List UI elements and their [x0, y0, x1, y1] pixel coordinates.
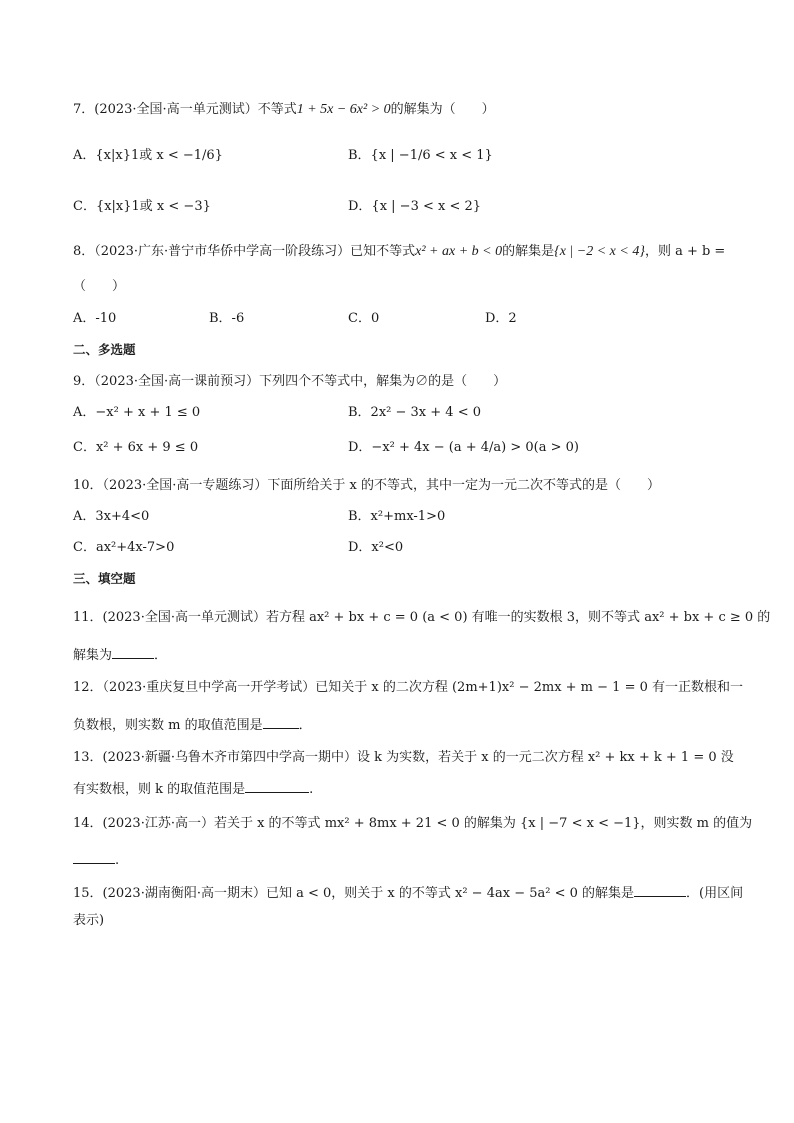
- q10-stem: 10．（2023·全国·高一专题练习）下面所给关于 x 的不等式，其中一定为一元二次不等式的是（ ）: [73, 478, 660, 493]
- q13-line1: 13．(2023·新疆·乌鲁木齐市第四中学高一期中）设 k 为实数，若关于 x 的一元二次方程 x² + kx + k + 1 = 0 没: [73, 750, 734, 765]
- q9-option-b: B．2x² − 3x + 4 < 0: [348, 405, 481, 420]
- q7-stem-text: 7．(2023·全国·高一单元测试）不等式: [73, 102, 297, 117]
- q12-answer-blank[interactable]: [263, 715, 299, 729]
- q9-option-d: D．−x² + 4x − (a + 4/a) > 0(a > 0): [348, 440, 579, 455]
- q12-line2: [73, 715, 312, 735]
- q14-answer-blank[interactable]: [73, 850, 115, 864]
- q8-option-a: A．-10: [73, 311, 117, 326]
- q9-option-a: A．−x² + x + 1 ≤ 0: [73, 405, 201, 420]
- q7-tail: 的解集为（ ）: [390, 102, 495, 117]
- section-multiple-choice: 二、多选题: [73, 342, 136, 357]
- q8-tail: ，则 a + b =: [644, 244, 726, 259]
- q15-answer-blank[interactable]: [634, 883, 686, 897]
- q15-tail: ．(用区间: [686, 886, 744, 901]
- q7-stem: [73, 101, 495, 119]
- q8-stem: [73, 243, 725, 261]
- q15-line1-text: 15．(2023·湖南衡阳·高一期末）已知 a < 0，则关于 x 的不等式 x² − 4ax − 5a² < 0 的解集是: [73, 886, 635, 901]
- q9-stem: 9．（2023·全国·高一课前预习）下列四个不等式中，解集为∅的是（ ）: [73, 374, 507, 389]
- q14-end: .: [115, 853, 120, 868]
- q7-option-b: B．{x | −1/6 < x < 1}: [348, 148, 493, 163]
- q8-mid: 的解集是: [502, 244, 555, 259]
- q8-stem-text: 8．（2023·广东·普宁市华侨中学高一阶段练习）已知不等式: [73, 244, 416, 259]
- q14-line2: [73, 850, 119, 870]
- q10-option-c: C．ax²+4x-7>0: [73, 540, 175, 555]
- q8-math: x² + ax + b < 0: [415, 244, 503, 259]
- q11-line2: [73, 645, 167, 665]
- q7-option-a: A．{x|x}1或 x < −1/6}: [73, 148, 223, 163]
- q15-line2: 表示): [73, 913, 105, 928]
- q13-line2: [73, 779, 313, 799]
- q8-set: {x | −2 < x < 4}: [554, 244, 645, 259]
- q9-option-c: C．x² + 6x + 9 ≤ 0: [73, 440, 199, 455]
- q12-line2-text: 负数根，则实数 m 的取值范围是: [73, 718, 263, 733]
- q15-line1: [73, 883, 743, 903]
- q12-line1: 12．（2023·重庆复旦中学高一开学考试）已知关于 x 的二次方程 (2m+1)x² − 2mx + m − 1 = 0 有一正数根和一: [73, 680, 743, 695]
- q12-end: ．: [298, 718, 312, 733]
- q10-option-d: D．x²<0: [348, 540, 404, 555]
- q7-option-d: D．{x | −3 < x < 2}: [348, 199, 482, 214]
- q8-option-c: C．0: [348, 311, 380, 326]
- q11-line1: 11．(2023·全国·高一单元测试）若方程 ax² + bx + c = 0 (a < 0) 有唯一的实数根 3，则不等式 ax² + bx + c ≥ 0 的: [73, 610, 771, 625]
- q8-option-b: B．-6: [209, 311, 245, 326]
- q11-line2-text: 解集为: [73, 648, 113, 663]
- q11-end: ．: [154, 648, 168, 663]
- q13-line2-text: 有实数根，则 k 的取值范围是: [73, 782, 246, 797]
- q8-paren: （ ）: [73, 279, 126, 294]
- q11-answer-blank[interactable]: [112, 645, 154, 659]
- section-fill-in: 三、填空题: [73, 571, 136, 586]
- q10-option-b: B．x²+mx-1>0: [348, 509, 446, 524]
- q10-option-a: A．3x+4<0: [73, 509, 150, 524]
- q13-end: .: [309, 782, 314, 797]
- q8-option-d: D．2: [485, 311, 517, 326]
- q7-math: 1 + 5x − 6x² > 0: [296, 102, 391, 117]
- q13-answer-blank[interactable]: [245, 779, 309, 793]
- q7-option-c: C．{x|x}1或 x < −3}: [73, 199, 211, 214]
- q14-line1: 14．(2023·江苏·高一）若关于 x 的不等式 mx² + 8mx + 21 < 0 的解集为 {x | −7 < x < −1}，则实数 m 的值为: [73, 816, 753, 831]
